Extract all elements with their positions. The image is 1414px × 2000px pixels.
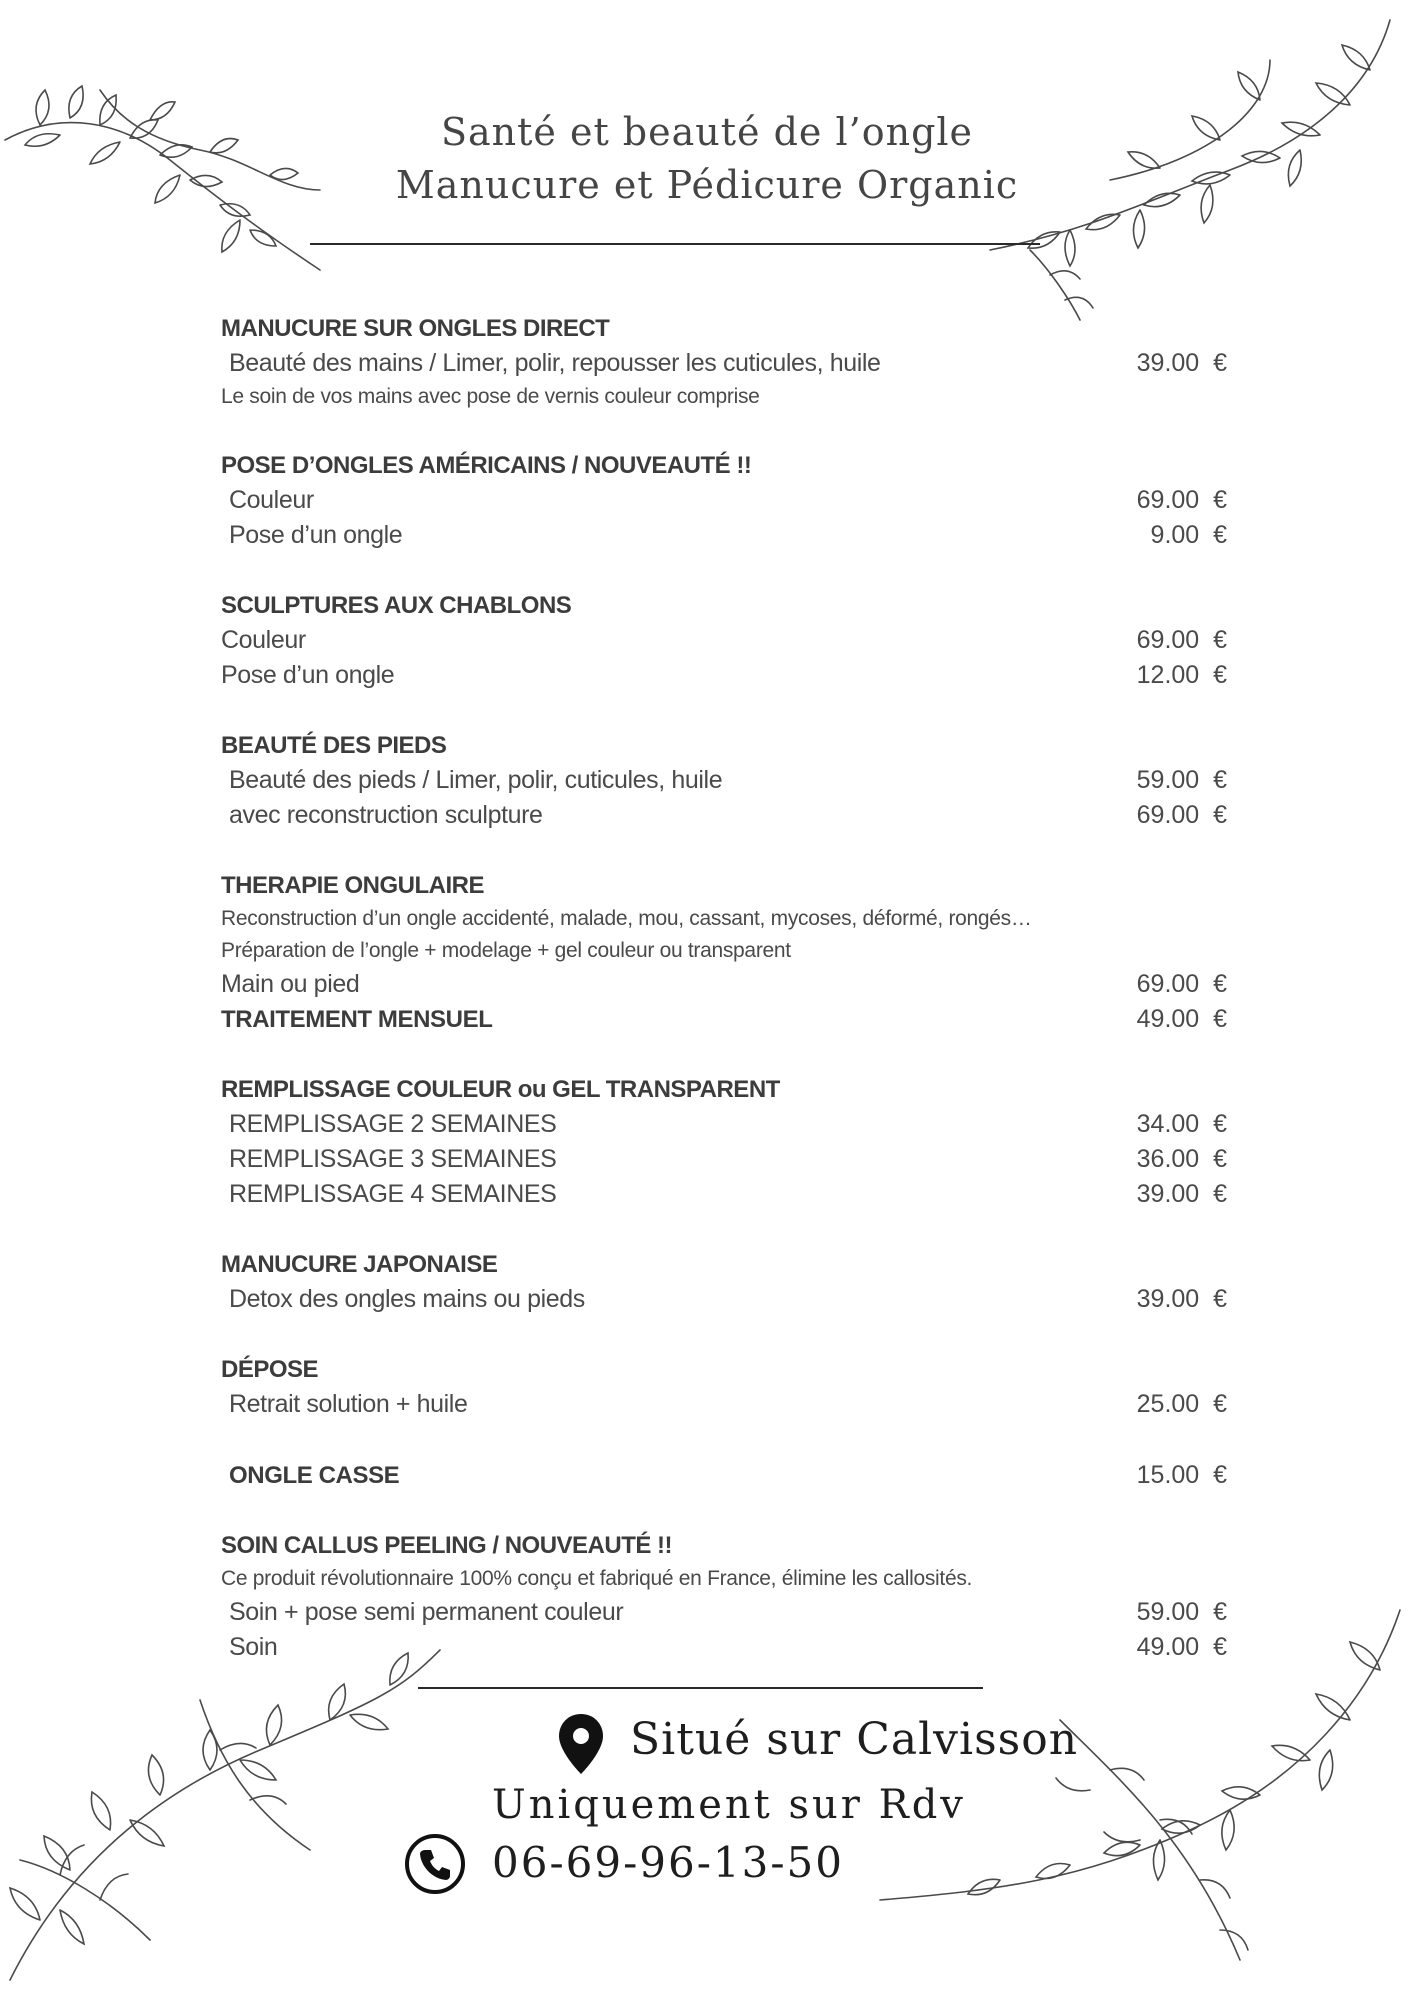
header-divider: [310, 243, 1040, 245]
appointment-text: Uniquement sur Rdv: [492, 1782, 966, 1828]
section-note: Reconstruction d’un ongle accidenté, malade, mou, cassant, mycoses, déformé, rongés…: [221, 907, 1032, 930]
price-row: [221, 346, 1241, 381]
section-title: SOIN CALLUS PEELING / NOUVEAUTÉ !!: [221, 1532, 673, 1559]
service-label: Pose d’un ongle: [221, 661, 395, 689]
service-price: 59.00 €: [1136, 1598, 1227, 1626]
service-label: Pose d’un ongle: [229, 521, 403, 549]
phone-number: 06-69-96-13-50: [492, 1838, 844, 1887]
service-label: Couleur: [221, 626, 306, 654]
section-note: Ce produit révolutionnaire 100% conçu et fabriqué en France, élimine les callosités.: [221, 1567, 973, 1590]
menu-section: [221, 1529, 1241, 1665]
menu-section: [221, 449, 1241, 553]
price-row: [221, 1595, 1241, 1630]
price-row: [221, 658, 1241, 693]
price-row: [221, 1387, 1241, 1422]
price-row: [221, 967, 1241, 1002]
section-title: MANUCURE JAPONAISE: [221, 1251, 498, 1278]
price-row: [221, 1002, 1241, 1037]
page-title-line1: Santé et beauté de l’ongle: [440, 110, 974, 154]
page-title-line2: Manucure et Pédicure Organic: [395, 163, 1019, 207]
service-price: 39.00 €: [1136, 1180, 1227, 1208]
service-price: 69.00 €: [1136, 626, 1227, 654]
price-row: [221, 483, 1241, 518]
price-row: [221, 1142, 1241, 1177]
service-label: REMPLISSAGE 4 SEMAINES: [229, 1180, 557, 1208]
menu-section: [221, 312, 1241, 413]
section-title: DÉPOSE: [221, 1356, 319, 1383]
service-price: 49.00 €: [1136, 1633, 1227, 1661]
service-label: ONGLE CASSE: [229, 1462, 400, 1489]
price-row: [221, 1107, 1241, 1142]
section-title: THERAPIE ONGULAIRE: [221, 872, 485, 899]
price-row: [221, 1458, 1241, 1493]
price-menu: [221, 312, 1241, 1701]
menu-section: [221, 1248, 1241, 1317]
service-label: Beauté des pieds / Limer, polir, cuticules, huile: [229, 766, 723, 794]
price-row: [221, 518, 1241, 553]
service-label: REMPLISSAGE 3 SEMAINES: [229, 1145, 557, 1173]
service-label: Couleur: [229, 486, 314, 514]
service-label: Soin: [229, 1633, 278, 1661]
menu-section: [221, 1073, 1241, 1212]
service-price: 69.00 €: [1136, 486, 1227, 514]
service-label: Retrait solution + huile: [229, 1390, 468, 1418]
service-label: Beauté des mains / Limer, polir, repousser les cuticules, huile: [229, 349, 881, 377]
menu-section: [221, 589, 1241, 693]
service-label: Main ou pied: [221, 970, 360, 998]
phone-icon: [403, 1832, 467, 1896]
map-pin-icon: [556, 1712, 606, 1776]
price-row: [221, 798, 1241, 833]
section-title: POSE D’ONGLES AMÉRICAINS / NOUVEAUTÉ !!: [221, 452, 752, 479]
service-price: 69.00 €: [1136, 801, 1227, 829]
menu-section: [221, 1458, 1241, 1493]
service-label: TRAITEMENT MENSUEL: [221, 1006, 493, 1033]
service-price: 25.00 €: [1136, 1390, 1227, 1418]
location-text: Situé sur Calvisson: [630, 1714, 1079, 1765]
service-label: avec reconstruction sculpture: [229, 801, 543, 829]
service-price: 12.00 €: [1136, 661, 1227, 689]
service-price: 39.00 €: [1136, 349, 1227, 377]
section-title: MANUCURE SUR ONGLES DIRECT: [221, 315, 610, 342]
price-row: [221, 763, 1241, 798]
section-title: BEAUTÉ DES PIEDS: [221, 732, 447, 759]
section-note: Le soin de vos mains avec pose de vernis couleur comprise: [221, 385, 760, 408]
footer-divider: [418, 1687, 983, 1689]
price-row: [221, 1177, 1241, 1212]
service-price: 9.00 €: [1150, 521, 1227, 549]
service-price: 36.00 €: [1136, 1145, 1227, 1173]
section-title: SCULPTURES AUX CHABLONS: [221, 592, 572, 619]
menu-section: [221, 1353, 1241, 1422]
price-row: [221, 1282, 1241, 1317]
section-note: Préparation de l’ongle + modelage + gel couleur ou transparent: [221, 939, 791, 962]
service-price: 49.00 €: [1136, 1005, 1227, 1033]
service-price: 59.00 €: [1136, 766, 1227, 794]
menu-section: [221, 729, 1241, 833]
service-price: 69.00 €: [1136, 970, 1227, 998]
price-row: [221, 1630, 1241, 1665]
service-label: Soin + pose semi permanent couleur: [229, 1598, 624, 1626]
price-row: [221, 623, 1241, 658]
service-price: 34.00 €: [1136, 1110, 1227, 1138]
service-price: 15.00 €: [1136, 1461, 1227, 1489]
menu-section: [221, 869, 1241, 1037]
service-price: 39.00 €: [1136, 1285, 1227, 1313]
section-title: REMPLISSAGE COULEUR ou GEL TRANSPARENT: [221, 1076, 780, 1103]
service-label: Detox des ongles mains ou pieds: [229, 1285, 585, 1313]
service-label: REMPLISSAGE 2 SEMAINES: [229, 1110, 557, 1138]
